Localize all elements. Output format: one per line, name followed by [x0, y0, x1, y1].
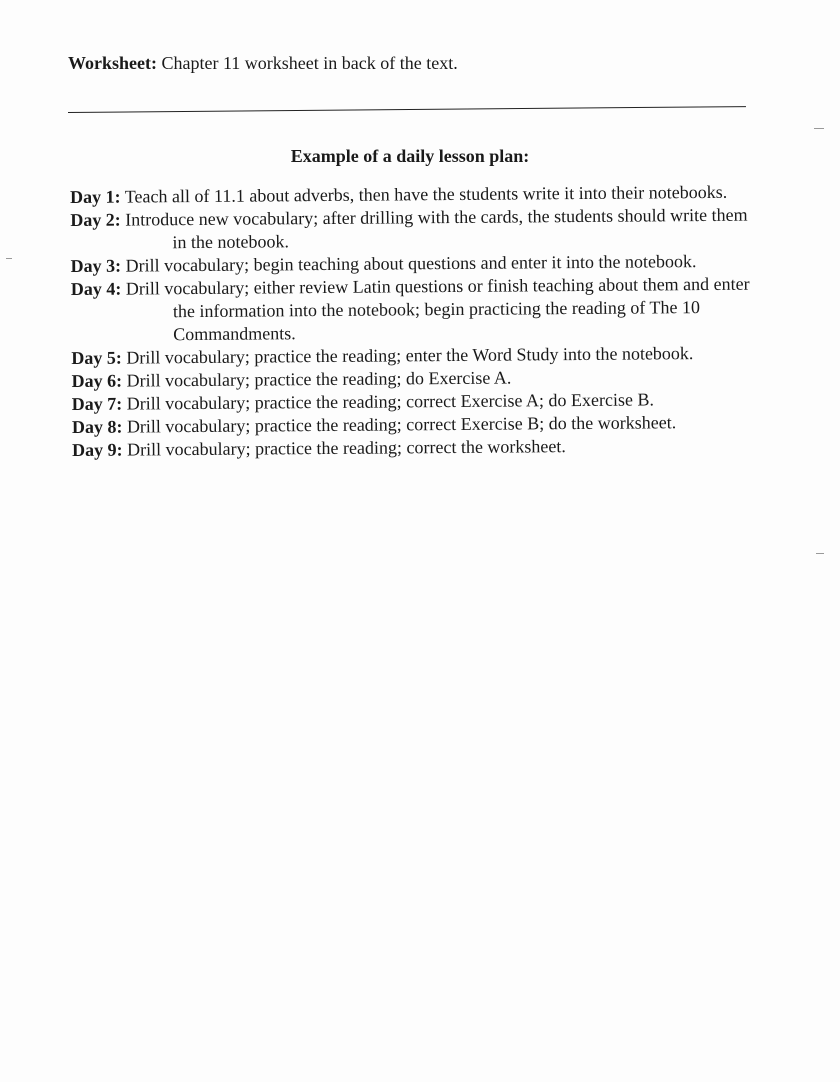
day-text: Teach all of 11.1 about adverbs, then have the students write it into their notebooks. [124, 181, 728, 207]
scan-speck [6, 258, 12, 259]
worksheet-text: Chapter 11 worksheet in back of the text. [161, 53, 458, 73]
day-label: Day 4: [70, 278, 122, 299]
day-text: Drill vocabulary; either review Latin questions or finish teaching about them and enter the information into the notebook; begin practicing the reading of The 10 Commandments. [125, 273, 750, 345]
day-label: Day 7: [71, 393, 123, 414]
day-text: Drill vocabulary; practice the reading; correct Exercise A; do Exercise B. [126, 389, 655, 414]
day-text: Drill vocabulary; practice the reading; correct the worksheet. [126, 436, 566, 460]
day-label: Day 5: [71, 347, 122, 368]
horizontal-rule [68, 106, 746, 113]
lesson-plan-title: Example of a daily lesson plan: [290, 146, 530, 166]
day-label: Day 2: [70, 209, 121, 230]
day-label: Day 1: [70, 186, 121, 207]
day-label: Day 8: [71, 416, 123, 437]
worksheet-line [68, 52, 458, 74]
day-text: Drill vocabulary; practice the reading; do Exercise A. [126, 367, 512, 391]
day-entry-4 [71, 273, 752, 347]
day-entry-9 [72, 434, 752, 462]
scan-speck [814, 128, 824, 129]
day-text: Introduce new vocabulary; after drilling with the cards, the students should write them in the notebook. [125, 204, 748, 253]
scan-speck [816, 553, 824, 554]
day-entry-2 [70, 204, 750, 255]
day-label: Day 9: [71, 439, 123, 460]
worksheet-label: Worksheet: [68, 53, 157, 73]
lesson-plan-list [70, 181, 752, 462]
day-label: Day 6: [71, 370, 123, 391]
day-text: Drill vocabulary; begin teaching about questions and enter it into the notebook. [125, 251, 697, 276]
day-text: Drill vocabulary; practice the reading; correct Exercise B; do the worksheet. [126, 412, 677, 437]
day-label: Day 3: [70, 255, 122, 276]
day-text: Drill vocabulary; practice the reading; enter the Word Study into the notebook. [126, 343, 694, 368]
